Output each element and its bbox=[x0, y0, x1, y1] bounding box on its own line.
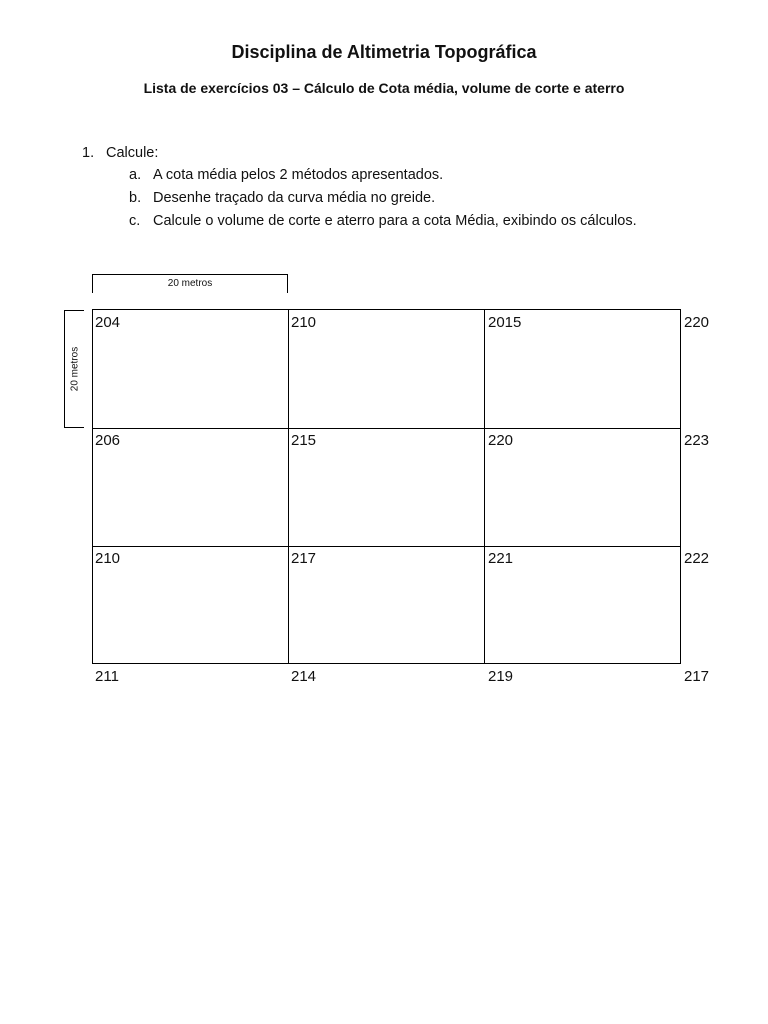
item-label: b. bbox=[129, 190, 142, 206]
elevation-value: 2015 bbox=[488, 314, 522, 331]
elevation-value: 210 bbox=[95, 550, 121, 567]
elevation-value: 206 bbox=[95, 432, 121, 449]
question-1 bbox=[82, 145, 158, 161]
elevation-value: 215 bbox=[291, 432, 317, 449]
item-text: Desenhe traçado da curva média no greide. bbox=[153, 190, 436, 206]
item-label: a. bbox=[129, 167, 142, 183]
item-label: c. bbox=[129, 213, 141, 229]
elevation-value: 219 bbox=[488, 668, 514, 685]
elevation-grid bbox=[92, 309, 681, 664]
horizontal-dimension-label: 20 metros bbox=[167, 278, 213, 289]
elevation-value: 204 bbox=[95, 314, 121, 331]
elevation-value: 211 bbox=[95, 668, 119, 685]
elevation-value: 214 bbox=[291, 668, 317, 685]
vertical-dimension-bracket bbox=[64, 310, 84, 428]
grid-divider-vertical bbox=[484, 309, 485, 664]
grid-divider-vertical bbox=[288, 309, 289, 664]
elevation-value: 217 bbox=[291, 550, 317, 567]
question-item-c bbox=[129, 213, 637, 229]
document-title: Disciplina de Altimetria Topográfica bbox=[231, 42, 537, 62]
elevation-value: 223 bbox=[684, 432, 710, 449]
grid-divider-horizontal bbox=[92, 546, 681, 547]
elevation-value: 220 bbox=[684, 314, 710, 331]
item-text: A cota média pelos 2 métodos apresentados. bbox=[153, 167, 444, 183]
elevation-value: 222 bbox=[684, 550, 710, 567]
elevation-value: 217 bbox=[684, 668, 710, 685]
document-subtitle: Lista de exercícios 03 – Cálculo de Cota média, volume de corte e aterro bbox=[143, 80, 625, 96]
question-number: 1. bbox=[82, 145, 95, 161]
question-item-a bbox=[129, 167, 443, 183]
horizontal-dimension-bracket bbox=[92, 274, 288, 293]
elevation-value: 221 bbox=[488, 550, 514, 567]
item-text: Calcule o volume de corte e aterro para a cota Média, exibindo os cálculos. bbox=[153, 213, 637, 229]
vertical-dimension-label: 20 metros bbox=[69, 346, 80, 392]
elevation-value: 220 bbox=[488, 432, 514, 449]
question-item-b bbox=[129, 190, 435, 206]
question-text: Calcule: bbox=[106, 145, 159, 161]
elevation-value: 210 bbox=[291, 314, 317, 331]
grid-divider-horizontal bbox=[92, 428, 681, 429]
